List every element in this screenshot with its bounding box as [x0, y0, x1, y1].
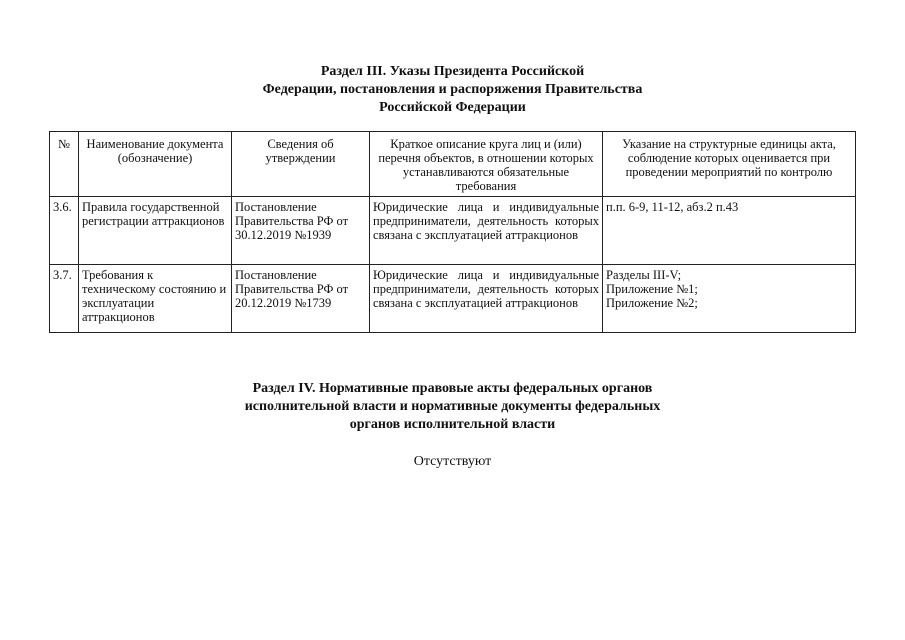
structural-unit-item: п.п. 6-9, 11-12, абз.2 п.43	[606, 200, 739, 214]
section-3-title-line: Российской Федерации	[379, 100, 526, 115]
section-3-title	[0, 63, 905, 117]
cell-approval-info: Постановление Правительства РФ от 30.12.2019 №1939	[232, 197, 370, 265]
cell-scope-description: Юридические лица и индивидуальные предприниматели, деятельность которых связана с эксплуатацией аттракционов	[370, 197, 603, 265]
section-4-title-line: Раздел IV. Нормативные правовые акты федеральных органов	[252, 381, 653, 396]
table-header-row	[50, 132, 856, 197]
cell-number: 3.7.	[50, 265, 79, 333]
section-4-title-line: исполнительной власти и нормативные документы федеральных	[244, 399, 661, 414]
table-row	[50, 197, 856, 265]
section-4-status: Отсутствуют	[413, 454, 492, 469]
section-3-title-line: Раздел III. Указы Президента Российской	[320, 64, 585, 79]
structural-unit-item: Приложение №1;	[606, 282, 698, 296]
header-document-name: Наименование документа (обозначение)	[79, 132, 232, 197]
header-scope-description: Краткое описание круга лиц и (или) перечня объектов, в отношении которых устанавливаются обязательные требования	[370, 132, 603, 197]
acts-table	[49, 131, 856, 333]
section-4-title-line: органов исполнительной власти	[349, 417, 556, 432]
header-number: №	[50, 132, 79, 197]
table-row	[50, 265, 856, 333]
cell-approval-info: Постановление Правительства РФ от 20.12.2019 №1739	[232, 265, 370, 333]
header-approval-info: Сведения об утверждении	[232, 132, 370, 197]
section-4-title	[0, 380, 905, 434]
structural-unit-item: Разделы III-V;	[606, 268, 682, 282]
cell-structural-units	[603, 197, 856, 265]
header-structural-units: Указание на структурные единицы акта, соблюдение которых оценивается при проведении мероприятий по контролю	[603, 132, 856, 197]
section-3-title-line: Федерации, постановления и распоряжения Правительства	[262, 82, 643, 97]
cell-document-name: Правила государственной регистрации аттракционов	[79, 197, 232, 265]
cell-structural-units	[603, 265, 856, 333]
structural-unit-item: Приложение №2;	[606, 296, 698, 310]
cell-number: 3.6.	[50, 197, 79, 265]
cell-scope-description: Юридические лица и индивидуальные предприниматели, деятельность которых связана с эксплуатацией аттракционов	[370, 265, 603, 333]
cell-document-name: Требования к техническому состоянию и эксплуатации аттракционов	[79, 265, 232, 333]
